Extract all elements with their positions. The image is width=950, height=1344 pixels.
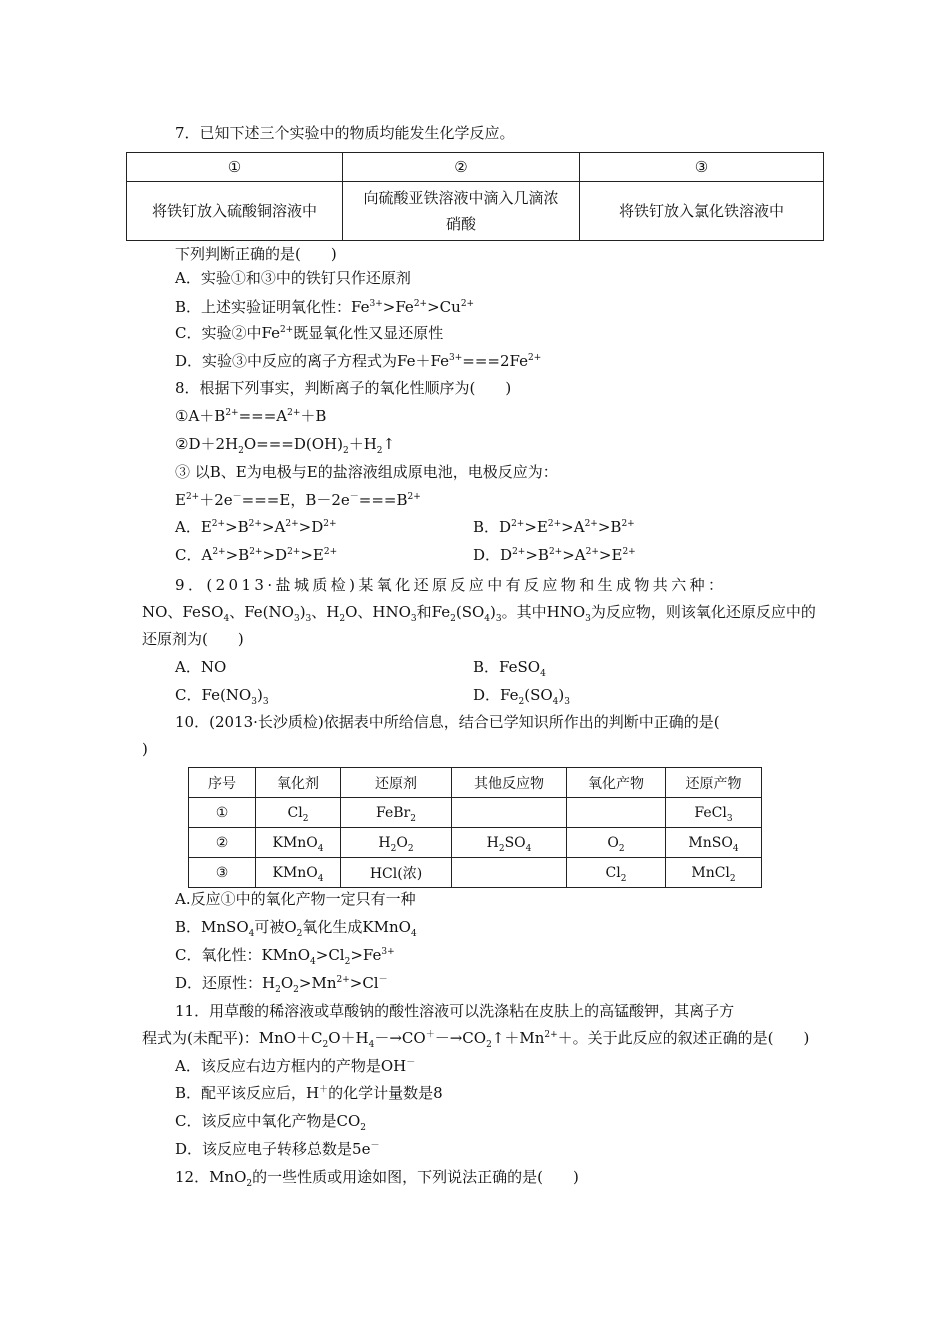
q8-option-d: D．$D^{2+}>B^{2+}>A^{2+}>E^{2+}$ — [473, 546, 636, 564]
q10-cell: ② — [189, 828, 256, 858]
q7-option-b: B．上述实验证明氧化性：$Fe^{3+}>Fe^{2+}>Cu^{2+}$ — [175, 298, 475, 316]
q7-table-header-1: ① — [127, 153, 343, 182]
q7-prompt: 下列判断正确的是( ) — [175, 245, 337, 263]
q11-option-d: D．该反应电子转移总数是5e－ — [175, 1140, 380, 1158]
q10-cell: MnSO$_4$ — [666, 828, 762, 858]
q9-option-a: A．NO — [175, 658, 227, 676]
table-row — [189, 828, 762, 858]
q10-option-b: B．MnSO$_4$可被$O_2$氧化生成KMnO$_4$ — [175, 918, 417, 939]
q7-stem: 7．已知下述三个实验中的物质均能发生化学反应。 — [175, 124, 515, 142]
q10-header-ox-product: 氧化产物 — [567, 768, 666, 798]
table-row — [189, 858, 762, 888]
q7-option-c: C．实验②中$Fe^{2+}$既显氧化性又显还原性 — [175, 324, 444, 342]
q10-option-d: D．还原性：$H_2O_2>Mn^{2+}>Cl^-$ — [175, 974, 388, 995]
q10-option-a: A.反应①中的氧化产物一定只有一种 — [175, 890, 416, 908]
q7-table — [126, 152, 824, 241]
q7-table-header-2: ② — [343, 153, 580, 182]
q10-option-c: C．氧化性：$KMnO_4>Cl_2>Fe^{3+}$ — [175, 946, 395, 967]
q10-cell — [567, 798, 666, 828]
q9-option-c: C．$Fe(NO_3)_3$ — [175, 686, 269, 707]
q10-stem: 10．(2013·长沙质检)依据表中所给信息，结合已学知识所作出的判断中正确的是( — [175, 713, 720, 731]
q10-cell: FeBr$_2$ — [341, 798, 452, 828]
q8-option-c: C．$A^{2+}>B^{2+}>D^{2+}>E^{2+}$ — [175, 546, 338, 564]
q10-cell: HCl(浓) — [341, 858, 452, 888]
q10-cell: FeCl$_3$ — [666, 798, 762, 828]
q10-header-index: 序号 — [189, 768, 256, 798]
q9-line-2: NO、FeSO$_4$、$Fe(NO_3)_3$、$H_2O$、$HNO_3$和$Fe_2(SO_4)_3$。其中$HNO_3$为反应物，则该氧化还原反应中的 — [142, 603, 816, 624]
q8-electrode-eq: $E^{2+}+2e^-===E$，$B-2e^-===B^{2+}$ — [175, 491, 421, 509]
q10-cell: KMnO$_4$ — [256, 828, 341, 858]
q10-cell: $H_2O_2$ — [341, 828, 452, 858]
q10-header-other: 其他反应物 — [452, 768, 567, 798]
q10-header-oxidant: 氧化剂 — [256, 768, 341, 798]
q8-option-b: B．$D^{2+}>E^{2+}>A^{2+}>B^{2+}$ — [473, 518, 635, 536]
q9-option-b: B．FeSO$_4$ — [473, 658, 546, 679]
q10-cell: ③ — [189, 858, 256, 888]
q11-option-c: C．该反应中氧化产物是$CO_2$ — [175, 1112, 366, 1133]
q8-fact-2: $②D+2H_2O===D(OH)_2+H_2↑$ — [175, 435, 396, 456]
q8-option-a: A．$E^{2+}>B^{2+}>A^{2+}>D^{2+}$ — [175, 518, 337, 536]
q7-cell-2-line-1: 向硫酸亚铁溶液中滴入几滴浓 — [363, 189, 559, 207]
q10-cell: $O_2$ — [567, 828, 666, 858]
q7-table-header-3: ③ — [580, 153, 824, 182]
q10-cell: $Cl_2$ — [567, 858, 666, 888]
q10-cell — [452, 858, 567, 888]
q7-table-cell-2 — [343, 182, 580, 241]
q7-option-a: A．实验①和③中的铁钉只作还原剂 — [175, 269, 411, 287]
q8-fact-1: $①A+B^{2+}===A^{2+}+B$ — [175, 407, 327, 425]
q7-option-d: D．实验③中反应的离子方程式为$Fe+Fe^{3+}===2Fe^{2+}$ — [175, 352, 542, 370]
q11-option-b: B．配平该反应后，H＋的化学计量数是8 — [175, 1084, 443, 1102]
q10-cell: ① — [189, 798, 256, 828]
q9-stem: 9．(2013·盐城质检)某氧化还原反应中有反应物和生成物共六种： — [175, 576, 727, 594]
q10-cell — [452, 798, 567, 828]
table-row — [189, 798, 762, 828]
q11-equation: 程式为(未配平)：$MnO+C_2O+H_4-\to CO^+-\to CO_2↑+Mn^{2+}+$。关于此反应的叙述正确的是( ) — [142, 1029, 810, 1050]
q11-option-a: A．该反应右边方框内的产物是OH－ — [175, 1057, 416, 1075]
q7-cell-2-line-2: 硝酸 — [445, 215, 476, 233]
q10-header-reductant: 还原剂 — [341, 768, 452, 798]
q12-stem: 12．MnO$_2$的一些性质或用途如图，下列说法正确的是( ) — [175, 1168, 579, 1189]
q8-stem: 8．根据下列事实，判断离子的氧化性顺序为( ) — [175, 379, 512, 397]
q7-table-cell-1: 将铁钉放入硫酸铜溶液中 — [127, 182, 343, 241]
q9-option-d: D．$Fe_2(SO_4)_3$ — [473, 686, 570, 707]
q10-table — [188, 767, 762, 888]
q9-line-3: 还原剂为( ) — [142, 630, 244, 648]
q10-cell: MnCl$_2$ — [666, 858, 762, 888]
q10-cell: $Cl_2$ — [256, 798, 341, 828]
q10-header-red-product: 还原产物 — [666, 768, 762, 798]
q11-stem: 11．用草酸的稀溶液或草酸钠的酸性溶液可以洗涤粘在皮肤上的高锰酸钾，其离子方 — [175, 1002, 735, 1020]
q10-stem-end: ) — [142, 740, 148, 758]
q10-cell: $H_2SO_4$ — [452, 828, 567, 858]
q10-cell: KMnO$_4$ — [256, 858, 341, 888]
q8-fact-3: ③ 以B、E为电极与E的盐溶液组成原电池，电极反应为： — [175, 463, 558, 481]
q7-table-cell-3: 将铁钉放入氯化铁溶液中 — [580, 182, 824, 241]
